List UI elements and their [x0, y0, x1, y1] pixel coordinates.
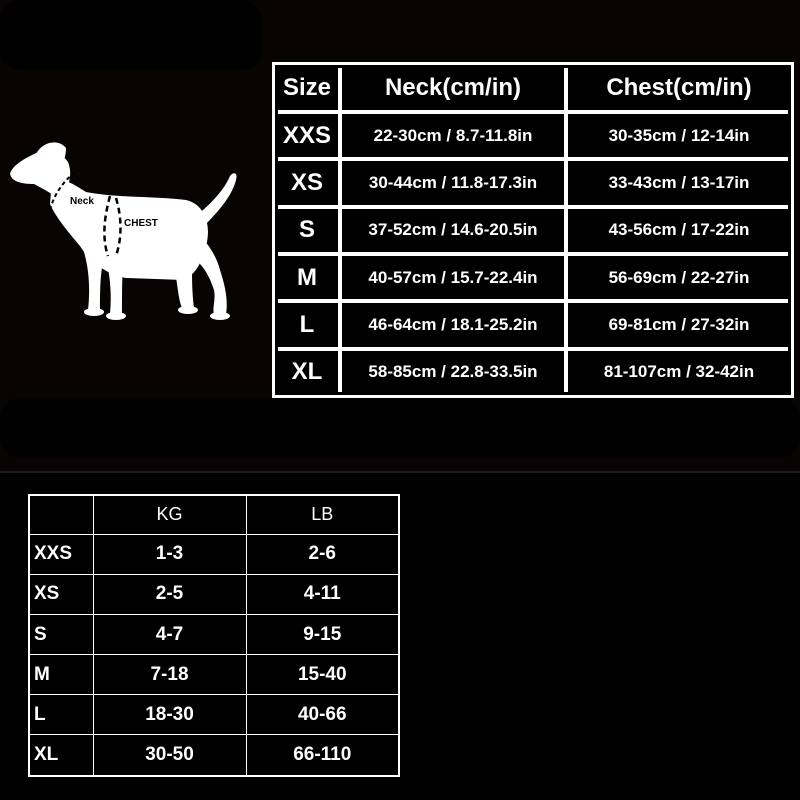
chest-cell: 43-56cm / 17-22in: [566, 207, 792, 254]
size-chart-table: [272, 62, 794, 398]
chest-cell: 30-35cm / 12-14in: [566, 112, 792, 159]
background-shade: [0, 398, 800, 458]
table-row: [274, 207, 792, 254]
lb-cell: 66-110: [246, 735, 399, 776]
size-cell: XS: [29, 574, 93, 614]
neck-label: Neck: [70, 196, 94, 207]
size-cell: XL: [274, 349, 340, 396]
size-cell: XS: [274, 159, 340, 206]
header-kg: KG: [93, 495, 246, 534]
size-cell: S: [29, 615, 93, 655]
header-lb: LB: [246, 495, 399, 534]
dog-measurement-diagram: [6, 138, 246, 330]
size-cell: M: [274, 254, 340, 301]
dog-silhouette-icon: [6, 138, 246, 330]
size-cell: XL: [29, 735, 93, 776]
table-header-row: [274, 64, 792, 112]
kg-cell: 2-5: [93, 574, 246, 614]
chest-cell: 33-43cm / 13-17in: [566, 159, 792, 206]
table-row: [29, 574, 399, 614]
size-cell: S: [274, 207, 340, 254]
size-cell: L: [29, 695, 93, 735]
neck-cell: 58-85cm / 22.8-33.5in: [340, 349, 566, 396]
kg-cell: 30-50: [93, 735, 246, 776]
table-row: [274, 159, 792, 206]
lb-cell: 9-15: [246, 615, 399, 655]
table-row: [29, 615, 399, 655]
background-shade: [0, 0, 262, 70]
neck-cell: 30-44cm / 11.8-17.3in: [340, 159, 566, 206]
weight-chart-table: [28, 494, 400, 777]
chest-cell: 69-81cm / 27-32in: [566, 301, 792, 348]
header-chest: Chest(cm/in): [566, 64, 792, 112]
neck-cell: 22-30cm / 8.7-11.8in: [340, 112, 566, 159]
table-row: [274, 254, 792, 301]
table-row: [274, 349, 792, 396]
table-row: [29, 735, 399, 776]
size-cell: M: [29, 655, 93, 695]
table-row: [29, 534, 399, 574]
kg-cell: 18-30: [93, 695, 246, 735]
table-row: [29, 655, 399, 695]
table-row: [274, 301, 792, 348]
table-header-row: [29, 495, 399, 534]
header-empty: [29, 495, 93, 534]
kg-cell: 1-3: [93, 534, 246, 574]
size-cell: XXS: [29, 534, 93, 574]
kg-cell: 4-7: [93, 615, 246, 655]
lb-cell: 40-66: [246, 695, 399, 735]
chest-cell: 81-107cm / 32-42in: [566, 349, 792, 396]
lb-cell: 2-6: [246, 534, 399, 574]
neck-cell: 40-57cm / 15.7-22.4in: [340, 254, 566, 301]
lb-cell: 4-11: [246, 574, 399, 614]
table-row: [274, 112, 792, 159]
panel-divider: [0, 471, 800, 473]
header-size: Size: [274, 64, 340, 112]
table-row: [29, 695, 399, 735]
neck-cell: 37-52cm / 14.6-20.5in: [340, 207, 566, 254]
size-cell: L: [274, 301, 340, 348]
chest-label: CHEST: [124, 218, 158, 229]
header-neck: Neck(cm/in): [340, 64, 566, 112]
chest-cell: 56-69cm / 22-27in: [566, 254, 792, 301]
neck-cell: 46-64cm / 18.1-25.2in: [340, 301, 566, 348]
kg-cell: 7-18: [93, 655, 246, 695]
size-cell: XXS: [274, 112, 340, 159]
lb-cell: 15-40: [246, 655, 399, 695]
